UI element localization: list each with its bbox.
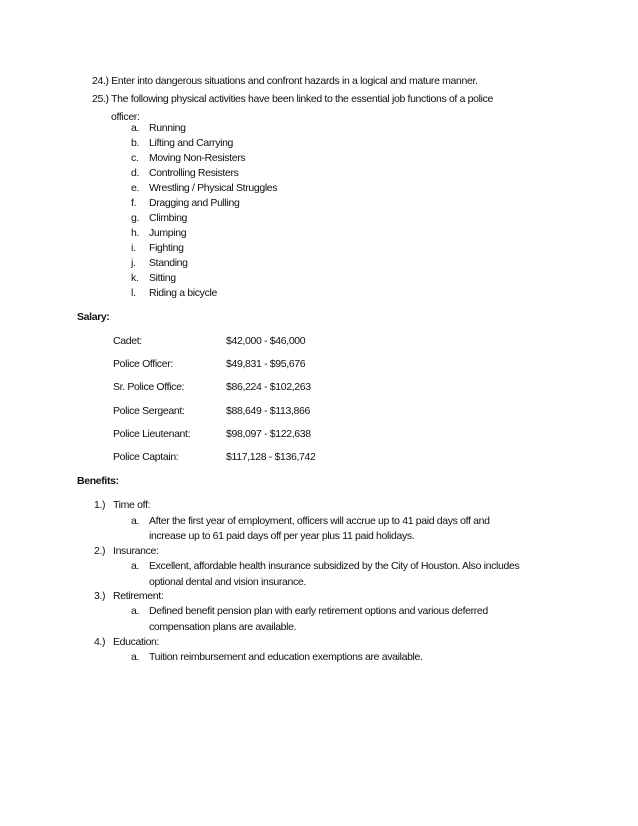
- salary-range: $42,000 - $46,000: [226, 335, 306, 347]
- benefit-sub-letter: a.: [131, 515, 140, 527]
- salary-heading: Salary:: [77, 311, 110, 323]
- activity-letter: g.: [131, 212, 140, 224]
- salary-rank: Police Officer:: [113, 358, 173, 370]
- benefit-number: 4.): [94, 636, 106, 648]
- benefit-sub-letter: a.: [131, 605, 140, 617]
- benefit-title: Retirement:: [113, 590, 164, 602]
- benefit-title: Education:: [113, 636, 160, 648]
- item-text: The following physical activities have been linked to the essential job functions of a police: [111, 93, 493, 105]
- salary-range: $117,128 - $136,742: [226, 451, 316, 463]
- activity-item: Climbing: [149, 212, 188, 224]
- activity-letter: l.: [131, 287, 136, 299]
- activity-item: Dragging and Pulling: [149, 197, 240, 209]
- benefit-title: Time off:: [113, 499, 151, 511]
- activity-item: Fighting: [149, 242, 184, 254]
- activity-letter: j.: [131, 257, 136, 269]
- item-number: 24.): [92, 75, 109, 87]
- benefit-number: 2.): [94, 545, 106, 557]
- salary-rank: Police Sergeant:: [113, 405, 185, 417]
- activity-letter: b.: [131, 137, 140, 149]
- activity-letter: e.: [131, 182, 140, 194]
- benefit-sub-letter: a.: [131, 560, 140, 572]
- salary-range: $88,649 - $113,866: [226, 405, 311, 417]
- activity-item: Wrestling / Physical Struggles: [149, 182, 278, 194]
- activity-letter: f.: [131, 197, 137, 209]
- benefit-detail: Defined benefit pension plan with early retirement options and various deferred: [149, 605, 488, 617]
- benefit-detail: After the first year of employment, officers will accrue up to 41 paid days off and: [149, 515, 490, 527]
- activity-letter: c.: [131, 152, 139, 164]
- benefit-detail: compensation plans are available.: [149, 621, 297, 633]
- salary-range: $86,224 - $102,263: [226, 381, 311, 393]
- salary-rank: Sr. Police Office:: [113, 381, 185, 393]
- activity-item: Riding a bicycle: [149, 287, 217, 299]
- activity-letter: i.: [131, 242, 136, 254]
- benefit-title: Insurance:: [113, 545, 159, 557]
- salary-rank: Cadet:: [113, 335, 142, 347]
- benefit-number: 1.): [94, 499, 106, 511]
- benefit-detail: optional dental and vision insurance.: [149, 576, 306, 588]
- salary-rank: Police Captain:: [113, 451, 179, 463]
- salary-rank: Police Lieutenant:: [113, 428, 191, 440]
- activity-letter: d.: [131, 167, 140, 179]
- activity-item: Standing: [149, 257, 188, 269]
- requirement-item-24: [92, 75, 478, 88]
- benefit-detail: Tuition reimbursement and education exemptions are available.: [149, 651, 423, 663]
- item-number: 25.): [92, 93, 109, 105]
- activity-item: Sitting: [149, 272, 176, 284]
- activity-item: Running: [149, 122, 186, 134]
- activity-letter: a.: [131, 122, 140, 134]
- benefits-heading: Benefits:: [77, 475, 119, 487]
- activity-letter: k.: [131, 272, 139, 284]
- activity-letter: h.: [131, 227, 140, 239]
- item-text-continued: officer:: [111, 111, 140, 123]
- salary-range: $98,097 - $122,638: [226, 428, 311, 440]
- activity-item: Controlling Resisters: [149, 167, 239, 179]
- benefit-detail: Excellent, affordable health insurance subsidized by the City of Houston. Also includes: [149, 560, 520, 572]
- benefit-sub-letter: a.: [131, 651, 140, 663]
- activity-item: Moving Non-Resisters: [149, 152, 246, 164]
- salary-range: $49,831 - $95,676: [226, 358, 306, 370]
- item-text: Enter into dangerous situations and confront hazards in a logical and mature manner.: [111, 75, 478, 87]
- benefit-detail: increase up to 61 paid days off per year plus 11 paid holidays.: [149, 530, 415, 542]
- activity-item: Jumping: [149, 227, 187, 239]
- benefit-number: 3.): [94, 590, 106, 602]
- requirement-item-25: [92, 93, 493, 106]
- activity-item: Lifting and Carrying: [149, 137, 234, 149]
